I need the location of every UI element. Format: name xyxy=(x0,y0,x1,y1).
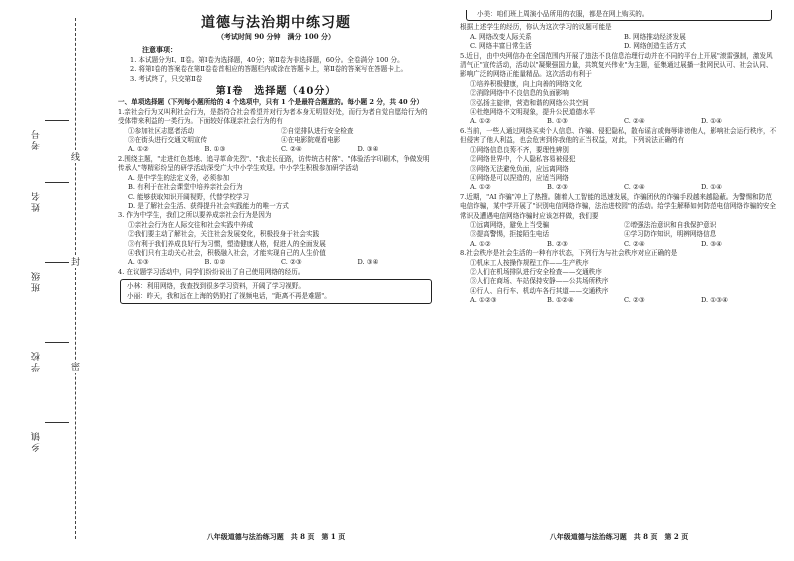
choice: D. ③④ xyxy=(701,239,723,248)
question-3-choices xyxy=(118,258,434,267)
question-5-choices xyxy=(460,117,778,126)
choice: D. ①④ xyxy=(701,117,723,126)
option: ①远离网络，避免上当受骗 xyxy=(470,220,550,229)
option: ②自觉排队进行安全检查 xyxy=(281,126,354,135)
choice: C. ②④ xyxy=(624,183,645,192)
option: ④学习防诈知识，明辨网络信息 xyxy=(624,230,717,239)
question-7-options xyxy=(460,221,778,230)
choice: D. ①③④ xyxy=(701,296,728,305)
option: A. 是中学生的法定义务，必须参加 xyxy=(128,173,230,182)
question-6-choices xyxy=(460,183,778,192)
option: ①亲社会行为在人际交往和社会实践中养成 xyxy=(128,220,254,229)
question-4-stem: 4. 在议题学习活动中，同学们纷纷说出了自己使用网络的经历。 xyxy=(118,267,305,276)
notice-item: 1. 本试题分为Ⅰ、Ⅱ卷。第Ⅰ卷为选择题，40分；第Ⅱ卷为非选择题，60分。全卷满分 100 分。 xyxy=(130,55,404,64)
question-4-prompt: 根据上述学生的经历，你认为这次学习的议题可能是 xyxy=(460,23,612,32)
gutter-blank xyxy=(45,120,69,121)
option: ④行人、自行车、机动车各行其道——交通秩序 xyxy=(470,286,609,295)
option: ④杜绝网络不文明现象，提升公民道德水平 xyxy=(470,108,596,117)
option: ②消除网络中不良信息的负面影响 xyxy=(470,89,569,98)
choice: D. ③④ xyxy=(357,258,379,267)
material-line: 小美：咱们班上周演小品所用的衣服，都是在网上购买的。 xyxy=(477,10,649,18)
question-1-options xyxy=(118,127,434,136)
choice: C. ②④ xyxy=(624,117,645,126)
gutter-label-name: 姓名 xyxy=(32,190,42,212)
material-line: 小林：利用网络，我查找到很多学习资料，开阔了学习视野。 xyxy=(127,282,306,291)
notice-item: 3. 考试终了，只交第Ⅱ卷 xyxy=(130,74,203,83)
question-1-options xyxy=(118,136,434,145)
page-2 xyxy=(460,10,778,541)
gutter-blank xyxy=(45,262,69,263)
question-3-stem: 3. 作为中学生，我们之所以要养成亲社会行为是因为 xyxy=(118,211,272,220)
option: B. 有利于在社会课堂中培养亲社会行为 xyxy=(128,183,243,192)
option: ②我们要主动了解社会，关注社会发展变化，积极投身于社会实践 xyxy=(128,230,320,239)
option: ②人们在机场排队进行安全检查——交通秩序 xyxy=(470,267,602,276)
question-7-choices xyxy=(460,240,778,249)
choice: C. ②④ xyxy=(281,145,302,154)
page-1 xyxy=(118,14,434,541)
option: D. 是了解社会生活、获得提升社会实践能力的唯一方式 xyxy=(128,201,289,210)
option: ④在电影院观看电影 xyxy=(281,136,341,145)
choice: B. ②③ xyxy=(547,183,568,192)
question-4-material-box xyxy=(120,279,432,304)
section-title: 第Ⅰ卷 选择题（40分） xyxy=(215,86,337,98)
choice: D. ①④ xyxy=(701,183,723,192)
question-4-material-box-cont xyxy=(466,10,772,21)
option: ①机床工人按操作规程工作——生产秩序 xyxy=(470,258,589,267)
notice-item: 2. 将第Ⅰ卷的答案卷在第Ⅱ卷卷首相应的答题栏内或涂在答题卡上，第Ⅱ卷的答案写在答题卡上。 xyxy=(130,65,408,74)
choice: C. 网络丰富日常生活 xyxy=(470,42,532,51)
choice: B. 网络推动经济发展 xyxy=(624,32,686,41)
choice: B. ①③ xyxy=(547,117,568,126)
option: C. 能够获取知识开阔视野，代替学校学习 xyxy=(128,192,250,201)
page-footer: 八年级道德与法治练习题 共 8 页 第 1 页 xyxy=(206,531,346,541)
choice: C. ②④ xyxy=(624,239,645,248)
choice: B. ①② xyxy=(204,258,226,267)
option: ①网络信息良莠不齐，要理性辨别 xyxy=(470,145,569,154)
option: ③有利于我们养成良好行为习惯，塑造健康人格，促进人的全面发展 xyxy=(128,239,326,248)
question-1-choices xyxy=(118,145,434,154)
choice: B. ①②④ xyxy=(547,296,574,305)
choice: A. ①② xyxy=(470,183,491,192)
section-instruction: 一、单项选择题（下列每小题所给的 4 个选项中，只有 1 个是最符合题意的。每小题 2 分，共 40 分） xyxy=(118,98,424,107)
gutter-label-town: 乡镇 xyxy=(32,430,42,452)
material-line: 小丽：昨天，我和远在上海的奶奶打了视频电话，"距离不再是难题"。 xyxy=(127,291,331,300)
option: ③提高警惕，拒接陌生电话 xyxy=(470,230,550,239)
gutter-blank xyxy=(45,182,69,183)
option: ③弘扬主旋律，营造和谐的网络公共空间 xyxy=(470,98,589,107)
question-2-stem: 2.围绕主题，"走进红色基地、追寻革命先烈"、"我走长征路，访传统古村落"、"体验活字印刷术，争做发明传承人"等精彩纷呈的研学活动深受广大中小学生欢迎。中小学生积极参加研学活动 xyxy=(118,154,430,173)
cut-char: 线 xyxy=(71,150,80,163)
question-1-stem: 1.亲社会行为又叫利社会行为，是指符合社会希望并对行为者本身无明显好处，而行为者自觉自愿给行为的受体带来利益的一类行为。下面较好体现亲社会行为的有 xyxy=(118,107,428,126)
choice: D. ③④ xyxy=(357,145,379,154)
gutter-blank xyxy=(45,422,69,423)
choice: C. ②③ xyxy=(281,258,302,267)
choice: A. ①②③ xyxy=(470,296,497,305)
choice: A. 网络改变人际关系 xyxy=(470,32,532,41)
choice: A. ①② xyxy=(470,117,491,126)
question-5-stem: 5.近日，由中央网信办在全国范围内开展了违法不良信息治理行动并在不同的平台上开展"滚雷强制，激发风清气正"宣传活动，活动以"凝聚强国力量，共筑复兴伟业"为主题，征集通过展播一批网民认可、社会认同、影响广泛的网络正能量精品。这次活动有利于 xyxy=(460,51,773,79)
question-4-choices xyxy=(460,33,778,42)
question-7-options xyxy=(460,230,778,239)
choice: B. ②③ xyxy=(547,239,568,248)
choice: B. ①③ xyxy=(204,145,226,154)
option: ②增强法治意识和自我保护意识 xyxy=(624,220,717,229)
exam-title: 道德与法治期中练习题 xyxy=(201,15,351,31)
choice: C. ②③ xyxy=(624,296,645,305)
gutter-label-school: 学校 xyxy=(32,350,42,372)
cut-char: 封 xyxy=(71,255,80,268)
option: ③在街头进行交通文明宣传 xyxy=(128,136,208,145)
choice: A. ①③ xyxy=(128,258,149,267)
option: ①参加社区志愿者活动 xyxy=(128,126,194,135)
question-8-stem: 8.社会秩序是社会生活的一种有序状态，下列行为与社会秩序对应正确的是 xyxy=(460,249,678,258)
notice-heading: 注意事项： xyxy=(142,45,177,55)
gutter-label-exam-no: 考号 xyxy=(32,128,42,150)
option: ④我们只有主动关心社会，积极融入社会，才能实现自己的人生价值 xyxy=(128,248,326,257)
question-8-choices xyxy=(460,296,778,305)
option: ③人们在商场、车站保持安静——公共场所秩序 xyxy=(470,277,609,286)
question-6-stem: 6.当前，一些人通过网络买卖个人信息、诈骗、侵犯隐私，散布谣言或侮辱诽谤他人，影响社会运行秩序，不但侵害了他人利益，也会危害到你我他的正当权益，对此，下列说法正确的有 xyxy=(460,126,777,145)
question-7-stem: 7.近期，"AI 诈骗"冲上了热搜。随着人工智能的迅速发展，诈骗团伙的诈骗手段越来越隐蔽。为警惕和防范电信诈骗，某中学开展了"识别电信网络诈骗，法治进校园"的活动。给学生解释如何防范电信网络诈骗的安全常识及遭遇电信网络诈骗时应该怎样做，我们要 xyxy=(460,192,776,220)
gutter-label-class: 班级 xyxy=(32,270,42,292)
cut-line xyxy=(75,18,76,539)
choice: A. ①② xyxy=(128,145,149,154)
choice: D. 网络创造生活方式 xyxy=(624,42,686,51)
option: ②网络世界中，个人隐私容易被侵犯 xyxy=(470,155,576,164)
option: ③网络无法避免负面，应远离网络 xyxy=(470,164,569,173)
binding-gutter xyxy=(0,0,112,561)
option: ④网络是可以捏造的，应适当网络 xyxy=(470,173,569,182)
choice: A. ①② xyxy=(470,239,491,248)
option: ①培养积极健康，向上向善的网络文化 xyxy=(470,79,583,88)
exam-subtitle: （考试时间 90 分钟 满分 100 分） xyxy=(216,32,336,41)
cut-char: 密 xyxy=(71,360,80,373)
page-footer: 八年级道德与法治练习题 共 8 页 第 2 页 xyxy=(549,531,689,541)
gutter-blank xyxy=(45,342,69,343)
question-4-choices xyxy=(460,42,778,51)
